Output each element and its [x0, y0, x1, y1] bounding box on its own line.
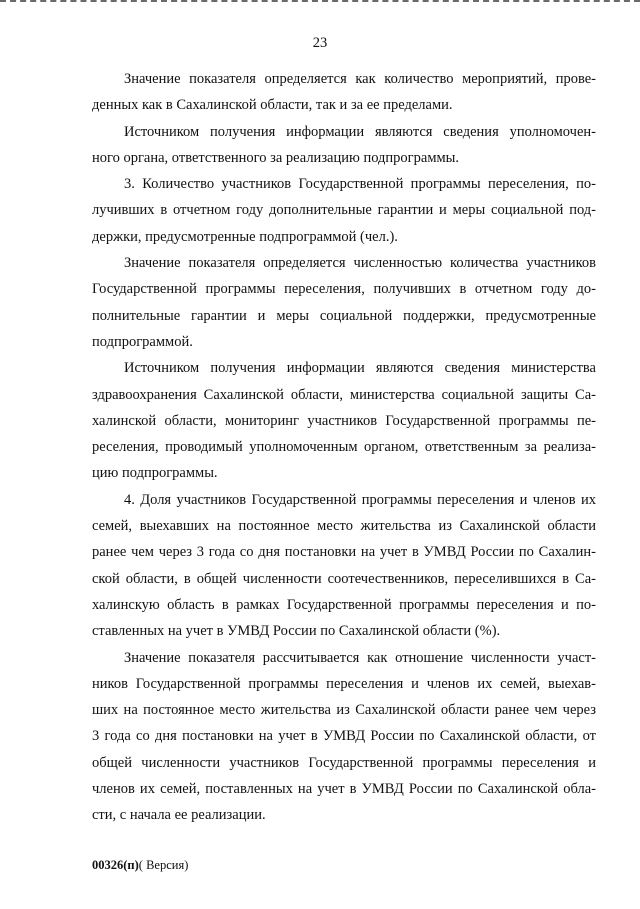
text-line: держки, предусмотренные подпрограммой (чел.).: [92, 228, 398, 245]
paragraph-6: [92, 487, 596, 645]
text-line: полнительные гарантии и меры социальной поддержки, предусмотренные: [92, 307, 596, 324]
document-footer: [92, 857, 188, 873]
paragraph-1: [92, 66, 596, 119]
text-line: ших на постоянное место жительства из Сахалинской области ранее чем через: [92, 702, 596, 719]
text-line: Источником получения информации являются сведения министерства: [124, 360, 596, 377]
text-line: 3. Количество участников Государственной программы переселения, по-: [124, 176, 596, 193]
text-line: 4. Доля участников Государственной программы переселения и членов их: [124, 491, 596, 508]
text-line: ставленных на учет в УМВД России по Сахалинской области (%).: [92, 623, 501, 640]
paragraph-2: [92, 119, 596, 172]
text-line: сти, с начала ее реализации.: [92, 807, 266, 824]
text-line: халинской области, мониторинг участников Государственной программы пе-: [92, 412, 596, 429]
text-line: Значение показателя рассчитывается как отношение численности участ-: [124, 649, 596, 666]
text-line: 3 года со дня постановки на учет в УМВД России по Сахалинской области, от: [92, 728, 596, 745]
page-number: 23: [312, 35, 328, 51]
text-line: общей численности участников Государственной программы переселения и: [92, 754, 596, 771]
scan-top-edge: [0, 0, 640, 2]
text-line: цию подпрограммы.: [92, 465, 218, 482]
text-line: халинскую область в рамках Государственной программы переселения и по-: [92, 596, 596, 613]
text-line: Государственной программы переселения, получивших в отчетном году до-: [92, 281, 596, 298]
paragraph-5: [92, 355, 596, 486]
paragraph-7: [92, 645, 596, 829]
text-line: ранее чем через 3 года со дня постановки на учет в УМВД России по Сахалин-: [92, 544, 596, 561]
text-line: ской области, в общей численности соотечественников, переселившихся в Са-: [92, 570, 596, 587]
text-line: реселения, проводимый уполномоченным органом, ответственным за реализа-: [92, 439, 596, 456]
text-line: лучивших в отчетном году дополнительные гарантии и меры социальной под-: [92, 202, 596, 219]
text-line: ного органа, ответственного за реализацию подпрограммы.: [92, 149, 460, 166]
text-line: семей, выехавших на постоянное место жительства из Сахалинской области: [92, 518, 596, 535]
text-line: ников Государственной программы переселения и членов их семей, выехав-: [92, 675, 596, 692]
text-line: членов их семей, поставленных на учет в УМВД России по Сахалинской обла-: [92, 781, 596, 798]
text-line: Значение показателя определяется как количество мероприятий, прове-: [124, 71, 596, 87]
paragraph-4: [92, 250, 596, 355]
text-line: здравоохранения Сахалинской области, министерства социальной защиты Са-: [92, 386, 596, 403]
document-version: ( Версия): [138, 858, 189, 872]
text-line: подпрограммой.: [92, 333, 193, 350]
document-code: 00326(п): [92, 858, 139, 872]
paragraph-3: [92, 171, 596, 250]
text-line: денных как в Сахалинской области, так и за ее пределами.: [92, 97, 453, 114]
text-line: Значение показателя определяется численностью количества участников: [124, 255, 596, 272]
text-line: Источником получения информации являются сведения уполномочен-: [124, 123, 596, 140]
document-body: [92, 66, 596, 829]
